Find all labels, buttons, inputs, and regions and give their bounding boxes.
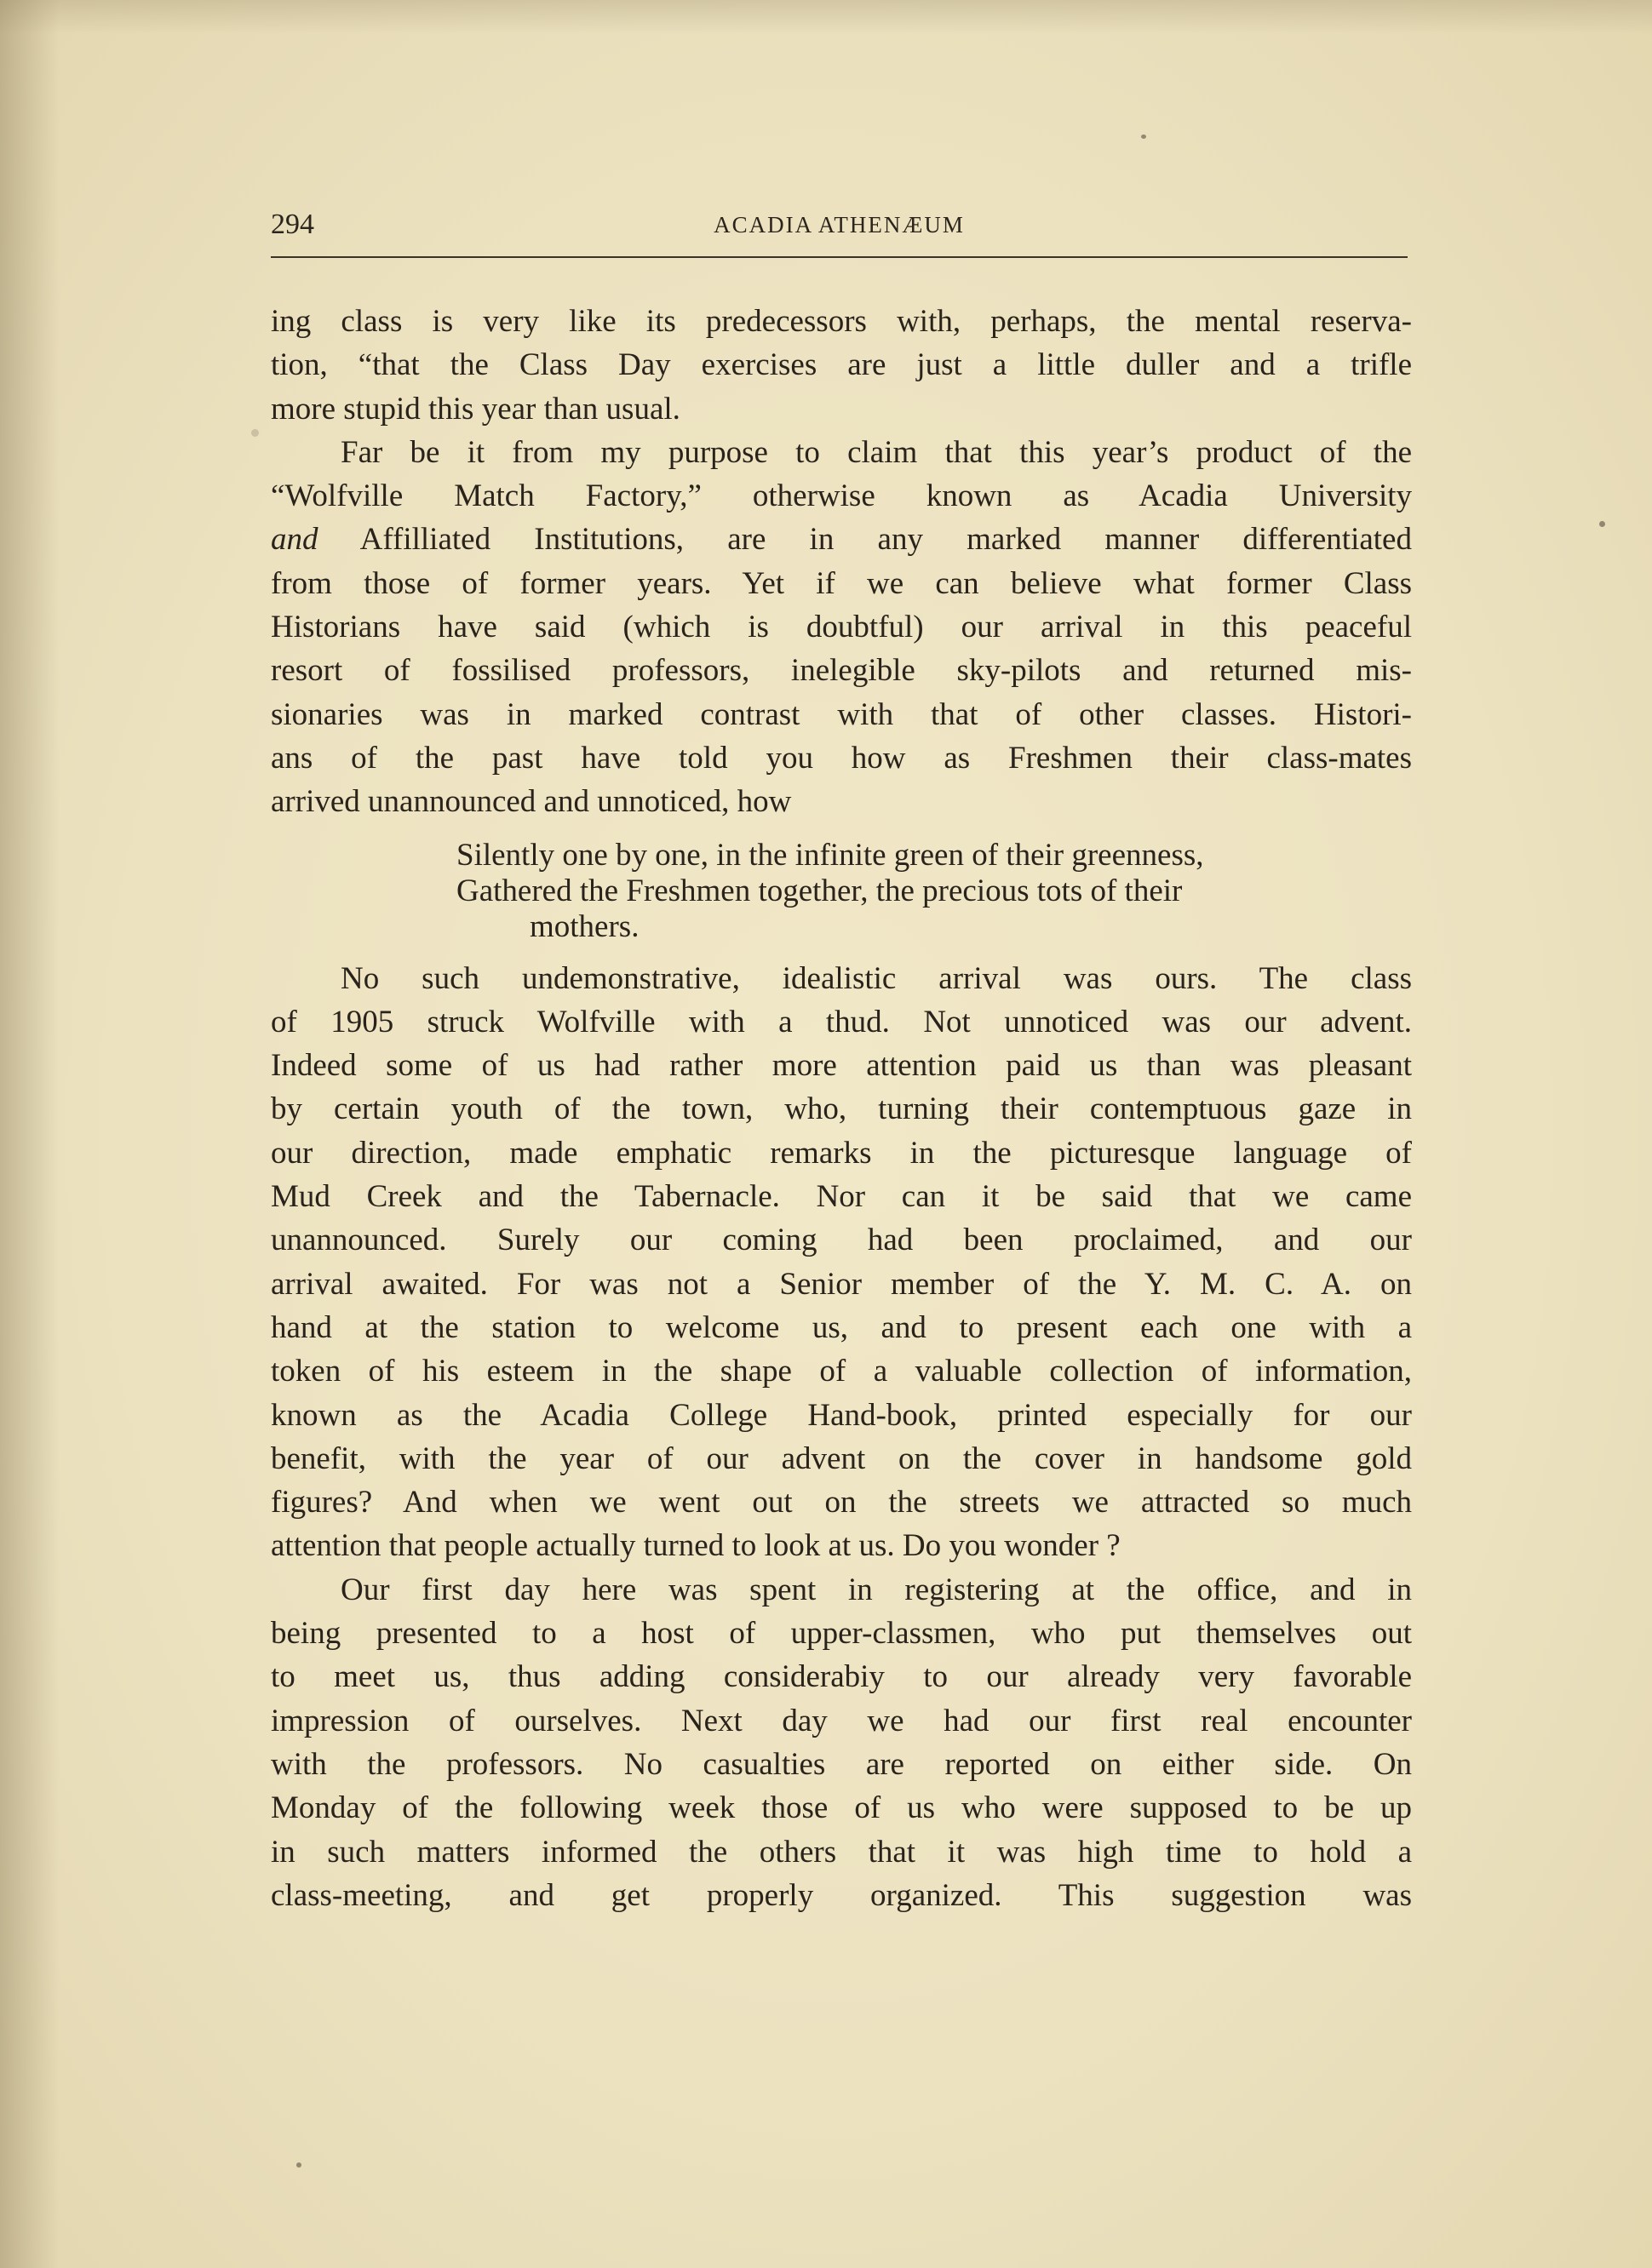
text-line: of 1905 struck Wolfville with a thud. Not unnoticed was our advent.	[271, 1004, 1412, 1040]
poem-line: Gathered the Freshmen together, the precious tots of their mothers.	[456, 873, 1183, 944]
text-line: class-meeting, and get properly organized. This suggestion was	[271, 1877, 1412, 1913]
text-line: to meet us, thus adding considerabiy to our already very favorable	[271, 1659, 1412, 1695]
body-text	[271, 300, 1412, 1917]
paper-speck	[1599, 521, 1605, 527]
text-line: token of his esteem in the shape of a valuable collection of information,	[271, 1354, 1412, 1389]
page-header	[271, 209, 1408, 256]
text-line: by certain youth of the town, who, turning their contemptuous gaze in	[271, 1091, 1412, 1127]
text-line: Far be it from my purpose to claim that this year’s product of the	[341, 434, 1412, 470]
italic-word: and	[271, 522, 318, 558]
text-line: arrival awaited. For was not a Senior member of the Y. M. C. A. on	[271, 1266, 1412, 1302]
text-line: Our first day here was spent in registering at the office, and in	[341, 1572, 1412, 1607]
text-line: our direction, made emphatic remarks in the picturesque language of	[271, 1135, 1412, 1171]
header-rule	[271, 256, 1408, 258]
paragraph-4	[271, 1568, 1412, 1917]
text-line: hand at the station to welcome us, and to present each one with a	[271, 1309, 1412, 1345]
paper-speck	[296, 2162, 301, 2168]
text-line: impression of ourselves. Next day we had our first real encounter	[271, 1703, 1412, 1738]
text-line: from those of former years. Yet if we can believe what former Class	[271, 565, 1412, 601]
text-line: resort of fossilised professors, inelegible sky-pilots and returned mis-	[271, 653, 1412, 689]
paragraph-1	[271, 300, 1412, 431]
text-line: ans of the past have told you how as Freshmen their class-mates	[271, 740, 1412, 776]
text-line-with-italic	[271, 518, 1412, 561]
paper-speck	[251, 429, 259, 437]
text-line: figures? And when we went out on the streets we attracted so much	[271, 1485, 1412, 1521]
text-line: Affilliated Institutions, are in any marked manner differentiated	[359, 522, 1412, 558]
text-line: more stupid this year than usual.	[271, 391, 680, 427]
text-line: No such undemonstrative, idealistic arrival was ours. The class	[341, 960, 1412, 996]
paper-speck	[1141, 135, 1146, 139]
text-line: benefit, with the year of our advent on the cover in handsome gold	[271, 1440, 1412, 1476]
text-line: ing class is very like its predecessors with, perhaps, the mental reserva-	[271, 304, 1412, 339]
text-line: known as the Acadia College Hand-book, printed especially for our	[271, 1397, 1412, 1433]
poem-block	[456, 838, 1240, 945]
running-title: ACADIA ATHENÆUM	[714, 212, 965, 238]
text-line: arrived unannounced and unnoticed, how	[271, 784, 792, 820]
text-line: Historians have said (which is doubtful) our arrival in this peaceful	[271, 610, 1412, 645]
paragraph-3	[271, 957, 1412, 1568]
text-line: Mud Creek and the Tabernacle. Nor can it be said that we came	[271, 1179, 1412, 1215]
text-line: Indeed some of us had rather more attention paid us than was pleasant	[271, 1048, 1412, 1084]
text-line: tion, “that the Class Day exercises are just a little duller and a trifle	[271, 347, 1412, 383]
text-line: being presented to a host of upper-classmen, who put themselves out	[271, 1616, 1412, 1652]
paragraph-2	[271, 431, 1412, 824]
page-number: 294	[271, 209, 314, 240]
text-line: unannounced. Surely our coming had been proclaimed, and our	[271, 1223, 1412, 1258]
text-line: “Wolfville Match Factory,” otherwise known as Acadia University	[271, 478, 1412, 514]
poem-line: Silently one by one, in the infinite green of their greenness,	[456, 837, 1204, 873]
text-line: with the professors. No casualties are reported on either side. On	[271, 1746, 1412, 1782]
text-line: in such matters informed the others that it was high time to hold a	[271, 1834, 1412, 1870]
text-line: Monday of the following week those of us who were supposed to be up	[271, 1790, 1412, 1826]
text-line: sionaries was in marked contrast with that of other classes. Histori-	[271, 696, 1412, 732]
text-line: attention that people actually turned to look at us. Do you wonder ?	[271, 1528, 1121, 1564]
